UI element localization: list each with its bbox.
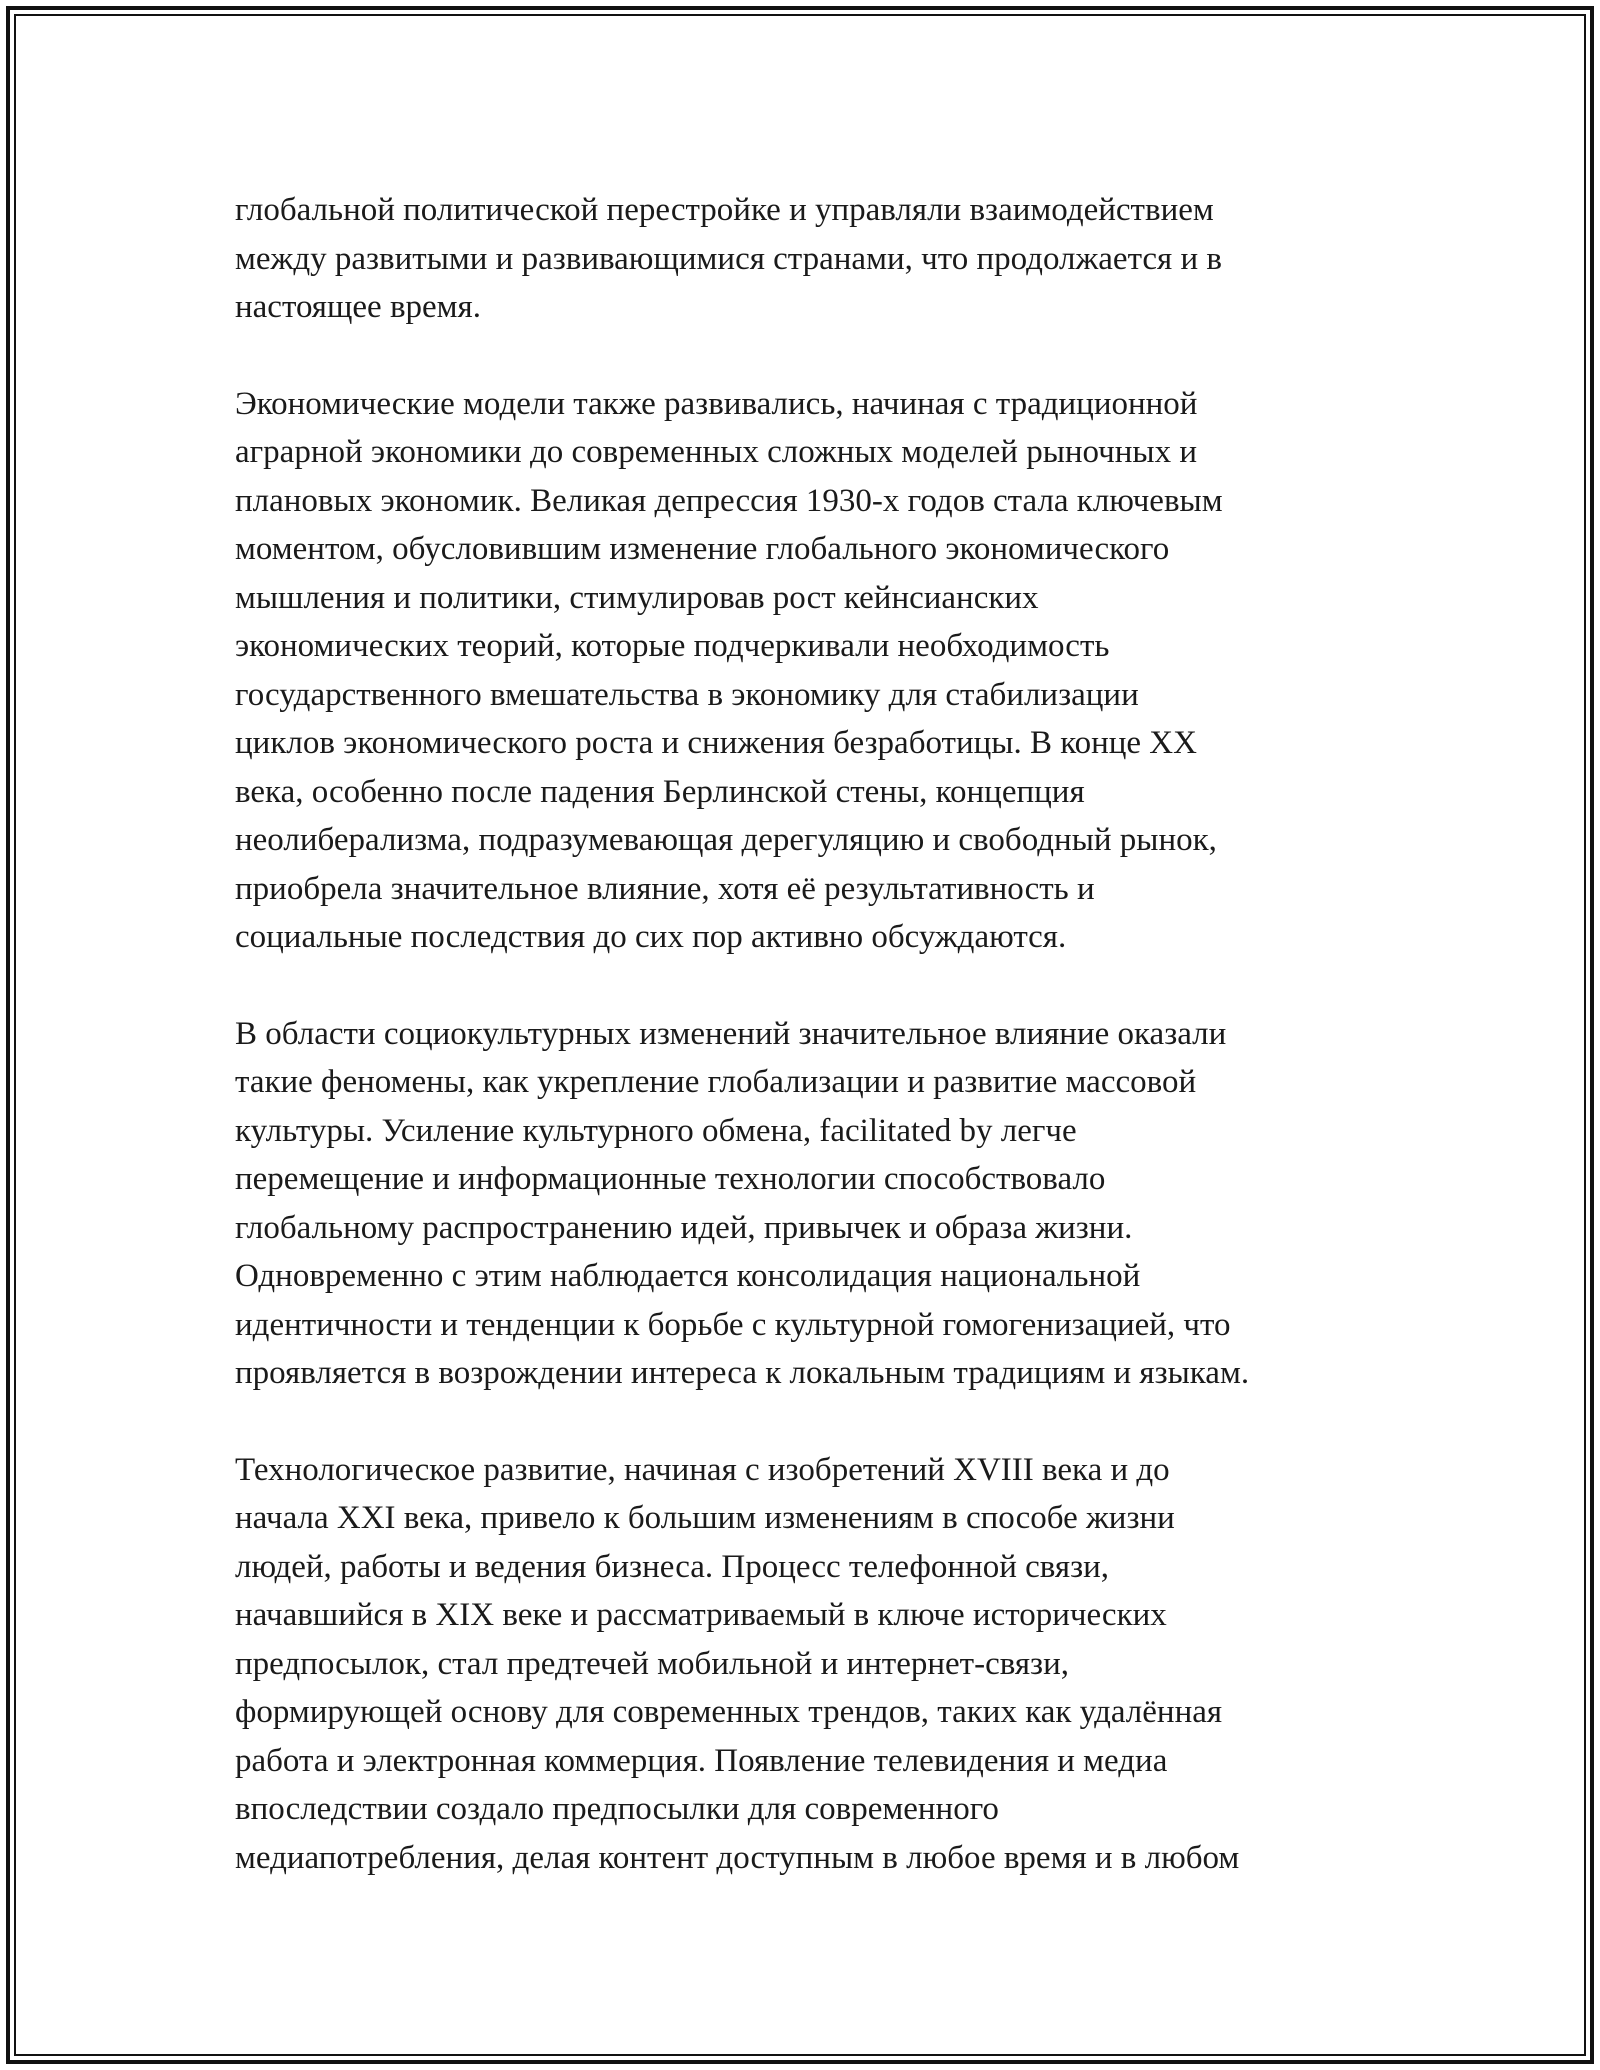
- text-line: работа и электронная коммерция. Появление телевидения и медиа: [235, 1742, 1168, 1779]
- text-line: глобальной политической перестройке и управляли взаимодействием: [235, 192, 1214, 228]
- text-line: В области социокультурных изменений значительное влияние оказали: [235, 1015, 1227, 1052]
- text-line: Одновременно с этим наблюдается консолидация национальной: [235, 1258, 1141, 1294]
- text-line: глобальному распространению идей, привычек и образа жизни.: [235, 1209, 1133, 1246]
- text-line: культуры. Усиление культурного обмена, facilitated by легче: [235, 1112, 1077, 1149]
- text-line: впоследствии создало предпосылки для современного: [235, 1791, 999, 1827]
- text-line: предпосылок, стал предтечей мобильной и интернет-связи,: [235, 1645, 1070, 1682]
- text-line: неолиберализма, подразумевающая дерегуляцию и свободный рынок,: [235, 822, 1217, 858]
- text-line: такие феномены, как укрепление глобализации и развитие массовой: [235, 1064, 1197, 1100]
- text-line: мышления и политики, стимулировав рост кейнсианских: [235, 579, 1039, 616]
- text-line: государственного вмешательства в экономику для стабилизации: [235, 676, 1139, 713]
- text-line: Технологическое развитие, начиная с изобретений XVIII века и до: [235, 1451, 1170, 1488]
- text-line: перемещение и информационные технологии способствовало: [235, 1161, 1106, 1197]
- text-line: проявляется в возрождении интереса к локальным традициям и языкам.: [235, 1355, 1250, 1391]
- text-line: социальные последствия до сих пор активно обсуждаются.: [235, 919, 1067, 955]
- text-line: циклов экономического роста и снижения безработицы. В конце XX: [235, 725, 1197, 761]
- document-body: [235, 186, 1375, 1930]
- text-line: аграрной экономики до современных сложных моделей рыночных и: [235, 434, 1198, 470]
- paragraph-sociocultural-changes: [235, 1010, 1375, 1398]
- text-line: плановых экономик. Великая депрессия 1930-х годов стала ключевым: [235, 482, 1223, 519]
- text-line: людей, работы и ведения бизнеса. Процесс телефонной связи,: [235, 1548, 1110, 1585]
- paragraph-technological-development: [235, 1446, 1375, 1883]
- paragraph-economic-models: [235, 380, 1375, 962]
- text-line: экономических теорий, которые подчеркивали необходимость: [235, 628, 1110, 664]
- text-line: начавшийся в XIX веке и рассматриваемый в ключе исторических: [235, 1597, 1167, 1633]
- text-line: века, особенно после падения Берлинской стены, концепция: [235, 773, 1085, 810]
- text-line: идентичности и тенденции к борьбе с культурной гомогенизацией, что: [235, 1306, 1231, 1343]
- text-line: формирующей основу для современных трендов, таких как удалённая: [235, 1694, 1223, 1730]
- paragraph-global-politics: [235, 186, 1375, 332]
- text-line: приобрела значительное влияние, хотя её результативность и: [235, 870, 1095, 907]
- text-line: медиапотребления, делая контент доступным в любое время и в любом: [235, 1839, 1240, 1876]
- text-line: Экономические модели также развивались, начиная с традиционной: [235, 385, 1198, 422]
- text-line: настоящее время.: [235, 289, 481, 325]
- text-line: моментом, обусловившим изменение глобального экономического: [235, 531, 1170, 567]
- text-line: между развитыми и развивающимися странами, что продолжается и в: [235, 240, 1222, 277]
- text-line: начала XXI века, привело к большим изменениям в способе жизни: [235, 1500, 1175, 1536]
